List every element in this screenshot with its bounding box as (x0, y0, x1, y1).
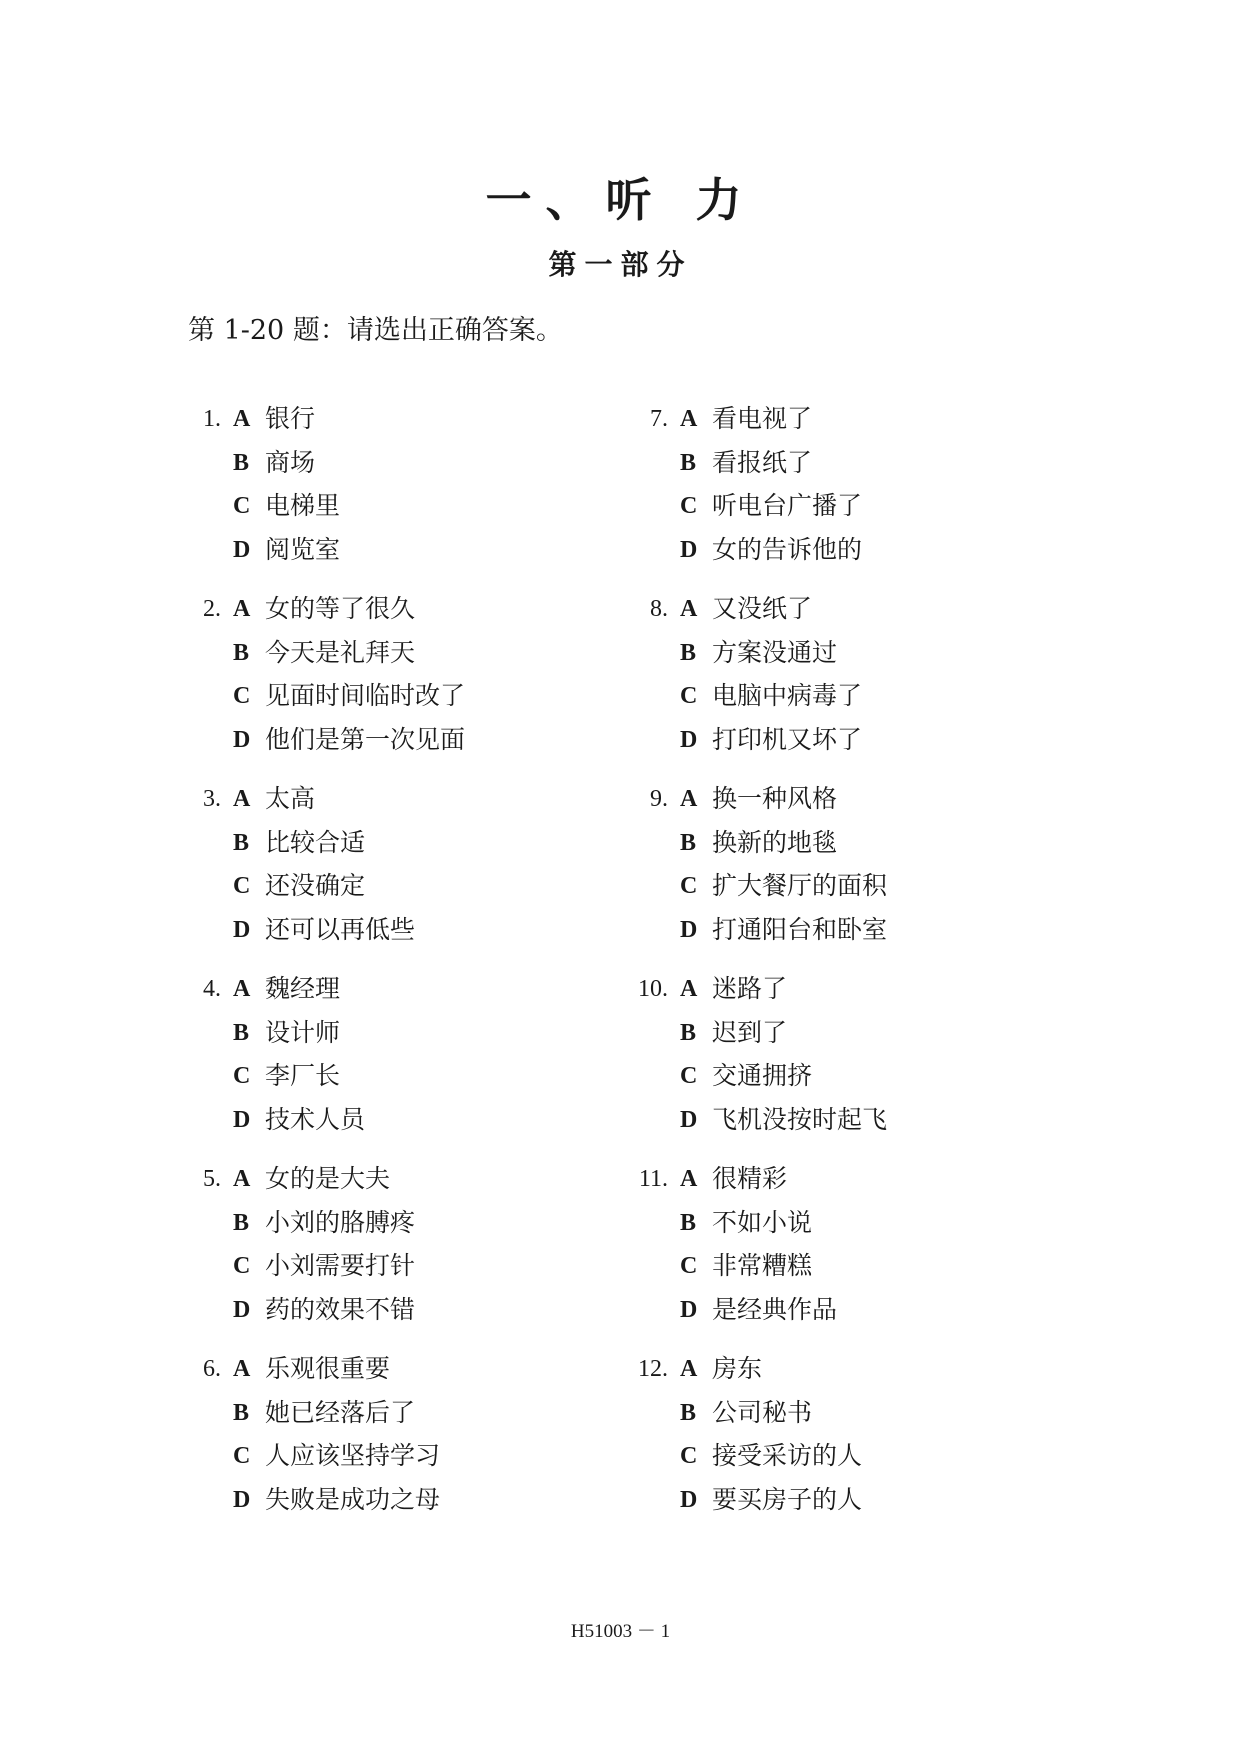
option-letter: B (233, 1019, 250, 1046)
answer-option (233, 826, 653, 860)
option-letter: D (233, 1106, 251, 1133)
option-text: 失败是成功之母 (265, 1484, 441, 1514)
answer-option (680, 1059, 1100, 1093)
answer-option (233, 1352, 653, 1386)
answer-option (233, 1103, 653, 1137)
option-text: 要买房子的人 (712, 1484, 863, 1514)
option-letter: C (680, 1443, 698, 1469)
option-letter: A (233, 1166, 251, 1192)
answer-option (233, 402, 653, 436)
option-text: 还没确定 (265, 871, 366, 900)
answer-option (680, 1439, 1100, 1473)
option-text: 商场 (265, 447, 316, 477)
question-number: 3. (203, 786, 221, 812)
option-letter: C (680, 493, 698, 519)
answer-option (233, 533, 653, 567)
option-text: 非常糟糕 (712, 1251, 813, 1280)
question-item (638, 972, 1100, 1146)
question-number: 10. (638, 976, 668, 1002)
answer-option (680, 826, 1100, 860)
answer-option (233, 1293, 653, 1327)
option-letter: A (680, 1166, 698, 1192)
answer-option (680, 1016, 1100, 1050)
question-number: 8. (650, 596, 668, 622)
option-text: 公司秘书 (712, 1397, 813, 1427)
option-text: 女的等了很久 (265, 594, 416, 623)
question-number: 1. (203, 406, 221, 432)
option-letter: B (233, 829, 250, 856)
option-letter: A (680, 596, 698, 622)
option-letter: D (233, 1296, 251, 1323)
option-text: 她已经落后了 (265, 1397, 416, 1427)
answer-option (680, 1249, 1100, 1283)
answer-option (680, 679, 1100, 713)
option-letter: C (680, 1063, 698, 1089)
question-item (650, 402, 1100, 576)
option-letter: A (680, 406, 698, 432)
answer-option (680, 913, 1100, 947)
answer-option (233, 446, 653, 480)
answer-option (233, 1396, 653, 1430)
option-text: 打通阳台和卧室 (712, 914, 888, 944)
question-item (203, 1162, 653, 1336)
option-text: 技术人员 (265, 1104, 366, 1134)
option-text: 还可以再低些 (265, 914, 416, 944)
option-text: 电脑中病毒了 (712, 681, 863, 710)
option-text: 换新的地毯 (712, 827, 838, 857)
question-number: 2. (203, 596, 221, 622)
option-letter: A (233, 406, 251, 432)
option-letter: B (680, 449, 697, 476)
option-text: 换一种风格 (712, 784, 838, 813)
instruction-text: 第 1-20 题：请选出正确答案。 (188, 315, 563, 346)
option-text: 他们是第一次见面 (265, 724, 466, 754)
question-number: 6. (203, 1356, 221, 1382)
question-number: 11. (638, 1166, 668, 1192)
option-letter: A (680, 976, 698, 1002)
answer-option (680, 972, 1100, 1006)
answer-option (233, 1206, 653, 1240)
option-text: 迟到了 (712, 1017, 788, 1047)
answer-option (680, 723, 1100, 757)
question-number: 7. (650, 406, 668, 432)
answer-option (680, 1483, 1100, 1517)
option-letter: B (680, 639, 697, 666)
option-letter: D (680, 536, 698, 563)
answer-option (680, 782, 1100, 816)
option-text: 听电台广播了 (712, 491, 863, 520)
answer-option (680, 1206, 1100, 1240)
answer-option (233, 636, 653, 670)
option-letter: B (233, 1209, 250, 1236)
answer-option (233, 1249, 653, 1283)
option-text: 迷路了 (712, 974, 788, 1003)
option-text: 又没纸了 (712, 594, 813, 623)
option-letter: B (233, 639, 250, 666)
option-text: 设计师 (265, 1017, 341, 1047)
answer-option (233, 489, 653, 523)
option-text: 电梯里 (265, 491, 341, 520)
question-item (638, 1162, 1100, 1336)
option-text: 银行 (265, 404, 316, 433)
option-letter: B (680, 829, 697, 856)
option-letter: C (233, 1443, 251, 1469)
answer-option (233, 679, 653, 713)
option-text: 交通拥挤 (712, 1061, 813, 1090)
question-item (650, 782, 1100, 956)
answer-option (233, 1162, 653, 1196)
answer-option (233, 1016, 653, 1050)
option-text: 今天是礼拜天 (265, 637, 416, 667)
answer-option (680, 402, 1100, 436)
option-text: 是经典作品 (712, 1294, 838, 1324)
answer-option (680, 533, 1100, 567)
question-number: 5. (203, 1166, 221, 1192)
option-text: 魏经理 (265, 974, 341, 1003)
question-item (203, 972, 653, 1146)
question-number: 9. (650, 786, 668, 812)
option-letter: D (233, 1486, 251, 1513)
answer-option (680, 636, 1100, 670)
option-letter: D (233, 536, 251, 563)
answer-option (680, 446, 1100, 480)
answer-option (233, 869, 653, 903)
option-text: 比较合适 (265, 827, 366, 857)
option-text: 女的告诉他的 (712, 534, 863, 564)
option-letter: A (680, 786, 698, 812)
answer-option (233, 1483, 653, 1517)
option-text: 飞机没按时起飞 (712, 1104, 888, 1134)
answer-option (233, 972, 653, 1006)
option-text: 药的效果不错 (265, 1294, 416, 1324)
option-letter: B (680, 1399, 697, 1426)
answer-option (680, 869, 1100, 903)
answer-option (680, 1103, 1100, 1137)
option-letter: A (680, 1356, 698, 1382)
section-title: 一、听 力 (485, 173, 756, 227)
question-number: 12. (638, 1356, 668, 1382)
answer-option (680, 1162, 1100, 1196)
option-letter: C (233, 1063, 251, 1089)
option-letter: D (680, 916, 698, 943)
option-text: 太高 (265, 784, 316, 813)
option-text: 看报纸了 (712, 447, 813, 477)
option-letter: C (233, 493, 251, 519)
question-item (203, 782, 653, 956)
answer-option (233, 913, 653, 947)
option-letter: C (680, 1253, 698, 1279)
answer-option (233, 1439, 653, 1473)
option-letter: B (680, 1209, 697, 1236)
option-letter: B (233, 1399, 250, 1426)
answer-option (680, 1396, 1100, 1430)
option-letter: A (233, 976, 251, 1002)
option-text: 扩大餐厅的面积 (712, 871, 888, 900)
question-item (203, 592, 653, 766)
option-letter: D (680, 1486, 698, 1513)
option-letter: D (233, 726, 251, 753)
option-letter: B (233, 449, 250, 476)
option-letter: A (233, 786, 251, 812)
option-text: 阅览室 (265, 534, 341, 564)
option-text: 看电视了 (712, 404, 813, 433)
option-letter: B (680, 1019, 697, 1046)
page-footer: H51003 － 1 (570, 1621, 671, 1642)
answer-option (233, 723, 653, 757)
option-text: 很精彩 (712, 1164, 788, 1193)
option-letter: C (233, 1253, 251, 1279)
option-text: 接受采访的人 (712, 1441, 863, 1470)
option-text: 房东 (712, 1354, 763, 1383)
option-letter: A (233, 1356, 251, 1382)
option-text: 小刘的胳膊疼 (265, 1207, 416, 1237)
option-letter: C (233, 683, 251, 709)
option-text: 小刘需要打针 (265, 1251, 416, 1280)
answer-option (680, 592, 1100, 626)
option-letter: D (680, 726, 698, 753)
answer-option (233, 1059, 653, 1093)
question-item (203, 402, 653, 576)
option-letter: C (680, 873, 698, 899)
option-text: 李厂长 (265, 1061, 341, 1090)
option-text: 见面时间临时改了 (265, 681, 466, 710)
answer-option (680, 489, 1100, 523)
option-letter: C (233, 873, 251, 899)
option-text: 不如小说 (712, 1207, 813, 1237)
option-text: 打印机又坏了 (712, 724, 863, 754)
answer-option (233, 592, 653, 626)
part-title: 第一部分 (548, 248, 693, 281)
option-letter: D (680, 1296, 698, 1323)
question-number: 4. (203, 976, 221, 1002)
question-item (650, 592, 1100, 766)
option-letter: C (680, 683, 698, 709)
option-letter: D (233, 916, 251, 943)
option-letter: A (233, 596, 251, 622)
option-text: 人应该坚持学习 (265, 1441, 441, 1470)
option-text: 方案没通过 (712, 637, 838, 667)
answer-option (680, 1352, 1100, 1386)
option-text: 乐观很重要 (265, 1354, 391, 1383)
answer-option (680, 1293, 1100, 1327)
question-item (203, 1352, 653, 1526)
option-letter: D (680, 1106, 698, 1133)
option-text: 女的是大夫 (265, 1164, 391, 1193)
question-item (638, 1352, 1100, 1526)
answer-option (233, 782, 653, 816)
